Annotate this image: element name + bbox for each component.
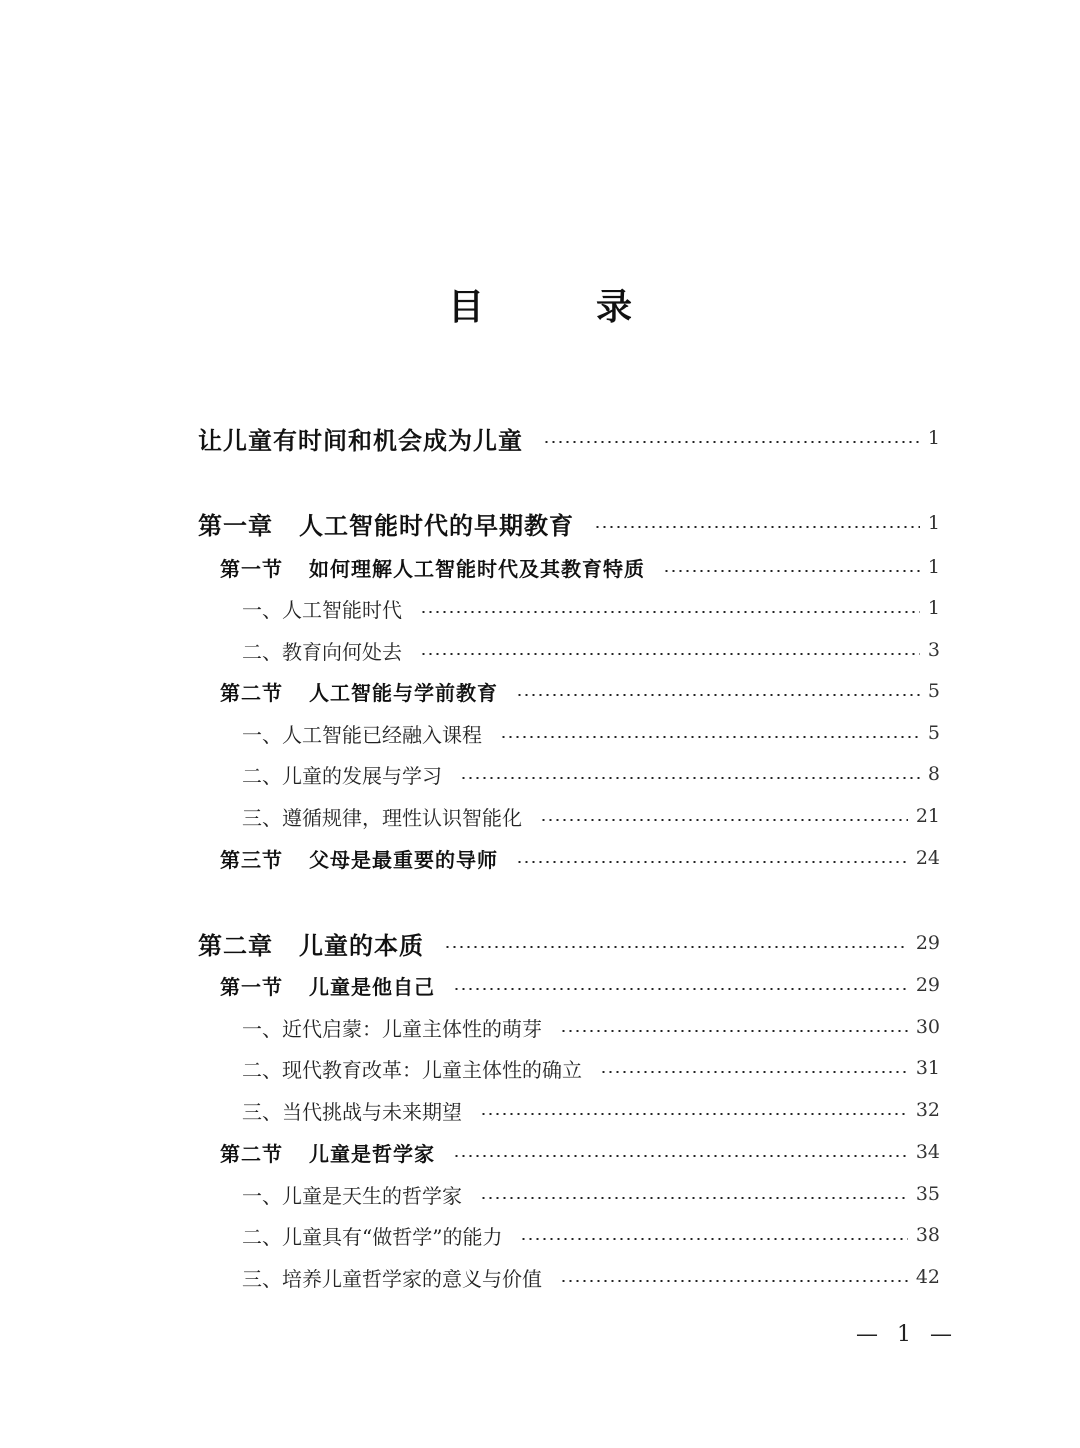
toc-page-number: 34 (915, 1141, 940, 1163)
toc-entry-item[interactable] (242, 1093, 940, 1127)
toc-entry-label: 让儿童有时间和机会成为儿童 (198, 426, 523, 455)
toc-entry-label: 一、儿童是天生的哲学家 (242, 1183, 462, 1208)
toc-entry-item[interactable] (242, 1010, 940, 1044)
toc-entry-label: 三、培养儿童哲学家的意义与价值 (242, 1266, 542, 1291)
leader-dots (460, 777, 920, 779)
section-title: 父母是最重要的导师 (309, 847, 498, 872)
leader-dots (516, 861, 908, 863)
leader-dots (420, 653, 920, 655)
toc-entry-label (220, 844, 498, 873)
toc-entry-section-1-3[interactable] (220, 841, 940, 875)
toc-page-number: 8 (927, 763, 940, 785)
leader-dots (560, 1030, 908, 1032)
toc-entry-section-1-2[interactable] (220, 674, 940, 708)
leader-dots (560, 1280, 908, 1282)
toc-entry-section-2-2[interactable] (220, 1135, 940, 1169)
leader-dots (500, 736, 920, 738)
leader-dots (516, 694, 920, 696)
toc-page-number: 29 (915, 932, 940, 954)
toc-entry-item[interactable] (242, 799, 940, 833)
section-prefix: 第二节 (220, 1141, 283, 1166)
toc-entry-item[interactable] (242, 1177, 940, 1211)
leader-dots (600, 1071, 908, 1073)
toc-entry-label (198, 926, 424, 961)
chapter-title: 人工智能时代的早期教育 (299, 511, 574, 540)
toc-entry-label (220, 1138, 435, 1167)
leader-dots (540, 819, 908, 821)
toc-entry-chapter-2[interactable] (198, 925, 940, 961)
leader-dots (543, 441, 920, 443)
toc-page-number: 5 (927, 680, 940, 702)
leader-dots (453, 1155, 908, 1157)
toc-entry-item[interactable] (242, 757, 940, 791)
leader-dots (663, 570, 920, 572)
page-title: 目 录 (447, 287, 670, 328)
toc-entry-label: 二、现代教育改革：儿童主体性的确立 (242, 1057, 582, 1082)
toc-page-number: 31 (915, 1057, 940, 1079)
toc-entry-label (220, 971, 435, 1000)
toc-entry-item[interactable] (242, 591, 940, 625)
section-prefix: 第一节 (220, 556, 283, 581)
toc-entry-item[interactable] (242, 1218, 940, 1252)
toc-page-number: 1 (927, 556, 940, 578)
toc-entry-label (198, 506, 574, 541)
toc-page-number: 1 (927, 512, 940, 534)
leader-dots (420, 611, 920, 613)
toc-page-number: 1 (927, 597, 940, 619)
toc-entry-label (220, 677, 498, 706)
toc-entry-label: 二、儿童具有“做哲学”的能力 (242, 1224, 503, 1249)
toc-entry-section-2-1[interactable] (220, 968, 940, 1002)
toc-entry-label: 二、教育向何处去 (242, 639, 402, 664)
toc-entry-item[interactable] (242, 1051, 940, 1085)
toc-page-number: 29 (915, 974, 940, 996)
leader-dots (520, 1238, 907, 1240)
leader-dots (594, 526, 920, 528)
toc-page-number: 42 (915, 1266, 940, 1288)
toc-entry-label (220, 553, 645, 582)
toc-page-number: 21 (915, 805, 940, 827)
chapter-title: 儿童的本质 (299, 931, 424, 960)
toc-entry-section-1-1[interactable] (220, 550, 940, 584)
toc-page-number: 5 (927, 722, 940, 744)
toc-page-number: 38 (915, 1224, 940, 1246)
toc-page-number: 32 (915, 1099, 940, 1121)
toc-entry-item[interactable] (242, 716, 940, 750)
toc-page-number: 30 (915, 1016, 940, 1038)
toc-entry-label: 一、人工智能时代 (242, 597, 402, 622)
toc-page-number: 24 (915, 847, 940, 869)
toc-entry-item[interactable] (242, 1260, 940, 1294)
section-title: 如何理解人工智能时代及其教育特质 (309, 556, 645, 581)
toc-entry-item[interactable] (242, 633, 940, 667)
section-prefix: 第三节 (220, 847, 283, 872)
leader-dots (444, 946, 908, 948)
toc-page-number: 35 (915, 1183, 940, 1205)
toc-entry-label: 二、儿童的发展与学习 (242, 763, 442, 788)
toc-page-number: 1 (927, 427, 940, 449)
leader-dots (480, 1113, 908, 1115)
toc-entry-label: 一、近代启蒙：儿童主体性的萌芽 (242, 1016, 542, 1041)
leader-dots (453, 988, 908, 990)
chapter-prefix: 第一章 (198, 511, 273, 540)
section-title: 人工智能与学前教育 (309, 680, 498, 705)
toc-entry-chapter-1[interactable] (198, 505, 940, 541)
leader-dots (480, 1197, 908, 1199)
section-prefix: 第二节 (220, 680, 283, 705)
section-title: 儿童是哲学家 (309, 1141, 435, 1166)
toc-entry-preface[interactable] (198, 420, 940, 456)
toc-page-number: 3 (927, 639, 940, 661)
chapter-prefix: 第二章 (198, 931, 273, 960)
section-title: 儿童是他自己 (309, 974, 435, 999)
toc-entry-label: 三、当代挑战与未来期望 (242, 1099, 462, 1124)
section-prefix: 第一节 (220, 974, 283, 999)
toc-entry-label: 三、遵循规律，理性认识智能化 (242, 805, 522, 830)
toc-entry-label: 一、人工智能已经融入课程 (242, 722, 482, 747)
page-footer-number: — 1 — (856, 1322, 958, 1347)
